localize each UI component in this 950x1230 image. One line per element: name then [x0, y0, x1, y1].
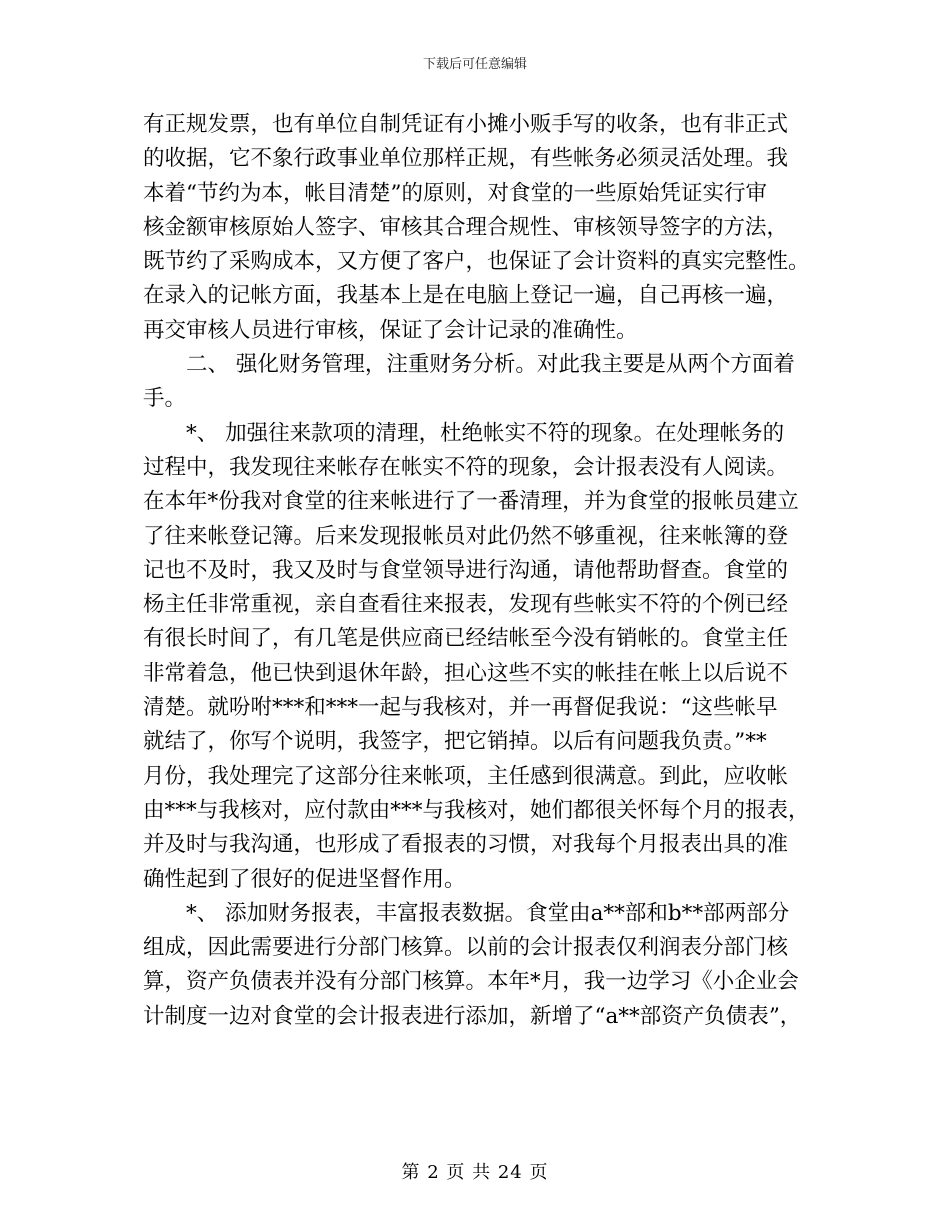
subsection-heading-line: *、 添加财务报表，丰富报表数据。食堂由a**部和b**部两部分 — [186, 900, 790, 926]
text-line: 确性起到了很好的促进坚督作用。 — [143, 866, 466, 892]
text-line: 本着“节约为本，帐目清楚”的原则，对食堂的一些原始凭证实行审 — [143, 180, 767, 206]
text-line: 有很长时间了，有几笔是供应商已经结帐至今没有销帐的。食堂主任 — [143, 626, 789, 652]
text-line: 就结了，你写个说明，我签字，把它销掉。以后有问题我负责。”** — [143, 729, 767, 755]
text-line: 记也不及时，我又及时与食堂领导进行沟通，请他帮助督查。食堂的 — [143, 557, 789, 583]
text-line: 算，资产负债表并没有分部门核算。本年*月，我一边学习《小企业会 — [143, 969, 799, 995]
text-line: 由***与我核对，应付款由***与我核对，她们都很关怀每个月的报表， — [143, 797, 810, 823]
text-line: 核金额审核原始人签字、审核其合理合规性、审核领导签字的方法， — [143, 214, 789, 240]
text-line: 组成，因此需要进行分部门核算。以前的会计报表仅利润表分部门核 — [143, 935, 789, 961]
text-line: 并及时与我沟通，也形成了看报表的习惯，对我每个月报表出具的准 — [143, 832, 789, 858]
text-line: 再交审核人员进行审核，保证了会计记录的准确性。 — [143, 317, 638, 343]
subsection-heading-line: *、 加强往来款项的清理，杜绝帐实不符的现象。在处理帐务的 — [186, 420, 785, 446]
body-text — [143, 108, 823, 1034]
text-line: 计制度一边对食堂的会计报表进行添加，新增了“a**部资产负债表”， — [143, 1003, 802, 1029]
text-line: 了往来帐登记簿。后来发现报帐员对此仍然不够重视，往来帐簿的登 — [143, 523, 789, 549]
page-number-footer: 第 2 页 共 24 页 — [401, 1162, 549, 1183]
text-line: 月份，我处理完了这部分往来帐项，主任感到很满意。到此，应收帐 — [143, 763, 789, 789]
text-line: 过程中，我发现往来帐存在帐实不符的现象，会计报表没有人阅读。 — [143, 454, 789, 480]
text-line: 清楚。就吩咐***和***一起与我核对，并一再督促我说：“这些帐早 — [143, 695, 778, 721]
text-line: 在录入的记帐方面，我基本上是在电脑上登记一遍，自己再核一遍， — [143, 283, 789, 309]
text-line: 杨主任非常重视，亲自查看往来报表，发现有些帐实不符的个例已经 — [143, 592, 789, 618]
text-line: 的收据，它不象行政事业单位那样正规，有些帐务必须灵活处理。我 — [143, 146, 789, 172]
page-header: 下载后可任意编辑 — [422, 57, 527, 72]
text-line: 非常着急，他已快到退休年龄，担心这些不实的帐挂在帐上以后说不 — [143, 660, 789, 686]
section-heading-line: 二、 强化财务管理，注重财务分析。对此我主要是从两个方面着 — [186, 352, 795, 378]
text-line: 在本年*份我对食堂的往来帐进行了一番清理，并为食堂的报帐员建立 — [143, 489, 799, 515]
text-line: 手。 — [143, 386, 187, 412]
text-line: 既节约了采购成本，又方便了客户，也保证了会计资料的真实完整性。 — [143, 249, 810, 275]
text-line: 有正规发票，也有单位自制凭证有小摊小贩手写的收条，也有非正式 — [143, 112, 789, 137]
